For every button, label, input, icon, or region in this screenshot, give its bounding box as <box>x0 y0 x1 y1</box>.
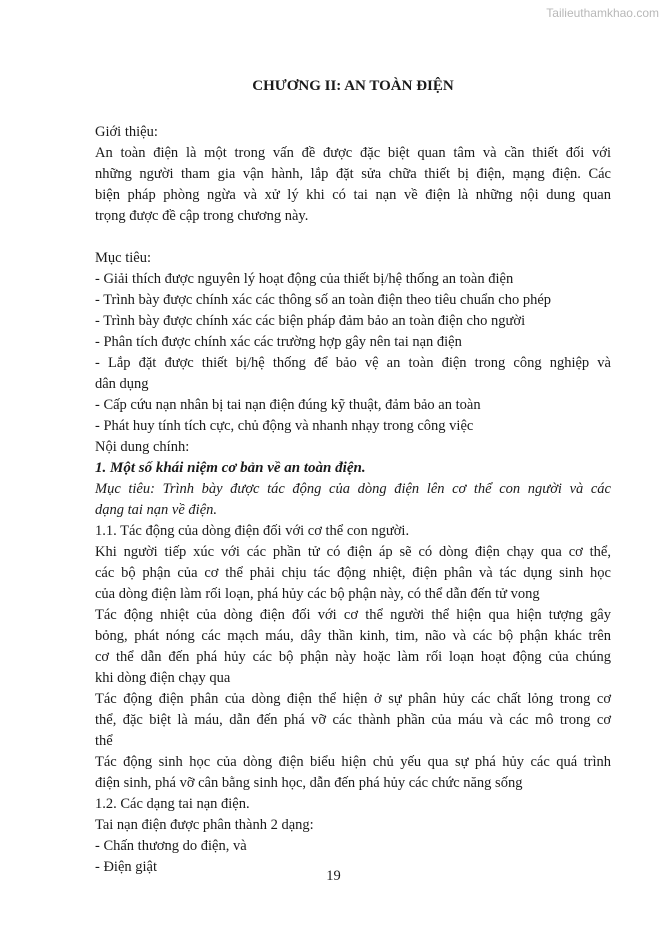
objectives-label: Mục tiêu: <box>95 250 151 266</box>
intro-section <box>95 122 611 227</box>
intro-line: trọng được đề cập trong chương này. <box>95 208 309 224</box>
body-line: bỏng, phát nóng các mạch máu, dây thần kinh, tim, não và các bộ phận khác trên <box>95 628 611 644</box>
body-line: thể <box>95 733 113 749</box>
section-heading: 1. Một số khái niệm cơ bản về an toàn điện. <box>95 460 366 476</box>
intro-label: Giới thiệu: <box>95 124 158 140</box>
body-line: của dòng điện làm rối loạn, phá hủy các bộ phận này, có thể dẫn đến tử vong <box>95 586 540 602</box>
document-page <box>95 76 611 878</box>
body-line: - Chấn thương do điện, và <box>95 838 247 854</box>
body-line: Tác động điện phân của dòng điện thể hiện ở sự phân hủy các chất lỏng trong cơ <box>95 691 611 707</box>
intro-line: những người tham gia vận hành, lắp đặt sửa chữa thiết bị điện, mạng điện. Các <box>95 166 611 182</box>
intro-line: An toàn điện là một trong vấn đề được đặc biệt quan tâm và cần thiết đối với <box>95 145 611 161</box>
subsection-title: 1.1. Tác động của dòng điện đối với cơ thể con người. <box>95 523 410 539</box>
page-number: 19 <box>326 868 341 884</box>
objectives-section <box>95 248 611 437</box>
objective-item: - Phát huy tính tích cực, chủ động và nhanh nhạy trong công việc <box>95 418 474 434</box>
main-content-label: Nội dung chính: <box>95 439 190 455</box>
objective-item: - Giải thích được nguyên lý hoạt động của thiết bị/hệ thống an toàn điện <box>95 271 514 287</box>
section-objective-line: dạng tai nạn về điện. <box>95 502 218 518</box>
body-line: điện sinh, phá vỡ cân bằng sinh học, dẫn đến phá hủy các chức năng sống <box>95 775 523 791</box>
chapter-title: CHƯƠNG II: AN TOÀN ĐIỆN <box>252 78 454 94</box>
body-line: Tác động sinh học của dòng điện biểu hiện chủ yếu qua sự phá hủy các quá trình <box>95 754 611 770</box>
body-line: - Điện giật <box>95 859 158 875</box>
watermark: Tailieuthamkhao.com <box>546 6 659 20</box>
objective-item: - Cấp cứu nạn nhân bị tai nạn điện đúng kỹ thuật, đảm bảo an toàn <box>95 397 481 413</box>
section-1 <box>95 458 611 878</box>
body-line: các bộ phận của cơ thể phải chịu tác động nhiệt, điện phân và tác dụng sinh học <box>95 565 611 581</box>
objective-item: - Trình bày được chính xác các biện pháp đảm bảo an toàn điện cho người <box>95 313 526 329</box>
objective-item: - Lắp đặt được thiết bị/hệ thống để bảo vệ an toàn điện trong công nghiệp và <box>95 355 611 371</box>
body-line: Tai nạn điện được phân thành 2 dạng: <box>95 817 314 833</box>
body-line: khi dòng điện chạy qua <box>95 670 231 686</box>
intro-line: biện pháp phòng ngừa và xử lý khi có tai nạn về điện là những nội dung quan <box>95 187 611 203</box>
objective-item: - Trình bày được chính xác các thông số an toàn điện theo tiêu chuẩn cho phép <box>95 292 552 308</box>
body-line: Tác động nhiệt của dòng điện đối với cơ thể người thể hiện qua hiện tượng gây <box>95 607 611 623</box>
section-objective-line: Mục tiêu: Trình bày được tác động của dòng điện lên cơ thể con người và các <box>95 481 611 497</box>
objective-item: - Phân tích được chính xác các trường hợp gây nên tai nạn điện <box>95 334 462 350</box>
body-line: thể, đặc biệt là máu, dẫn đến phá vỡ các thành phần của máu và các mô trong cơ <box>95 712 611 728</box>
subsection-title: 1.2. Các dạng tai nạn điện. <box>95 796 250 812</box>
objective-item: dân dụng <box>95 376 149 392</box>
body-line: cơ thể dẫn đến phá hủy các bộ phận này hoặc làm rối loạn hoạt động của chúng <box>95 649 611 665</box>
body-line: Khi người tiếp xúc với các phần tử có điện áp sẽ có dòng điện chạy qua cơ thể, <box>95 544 611 560</box>
